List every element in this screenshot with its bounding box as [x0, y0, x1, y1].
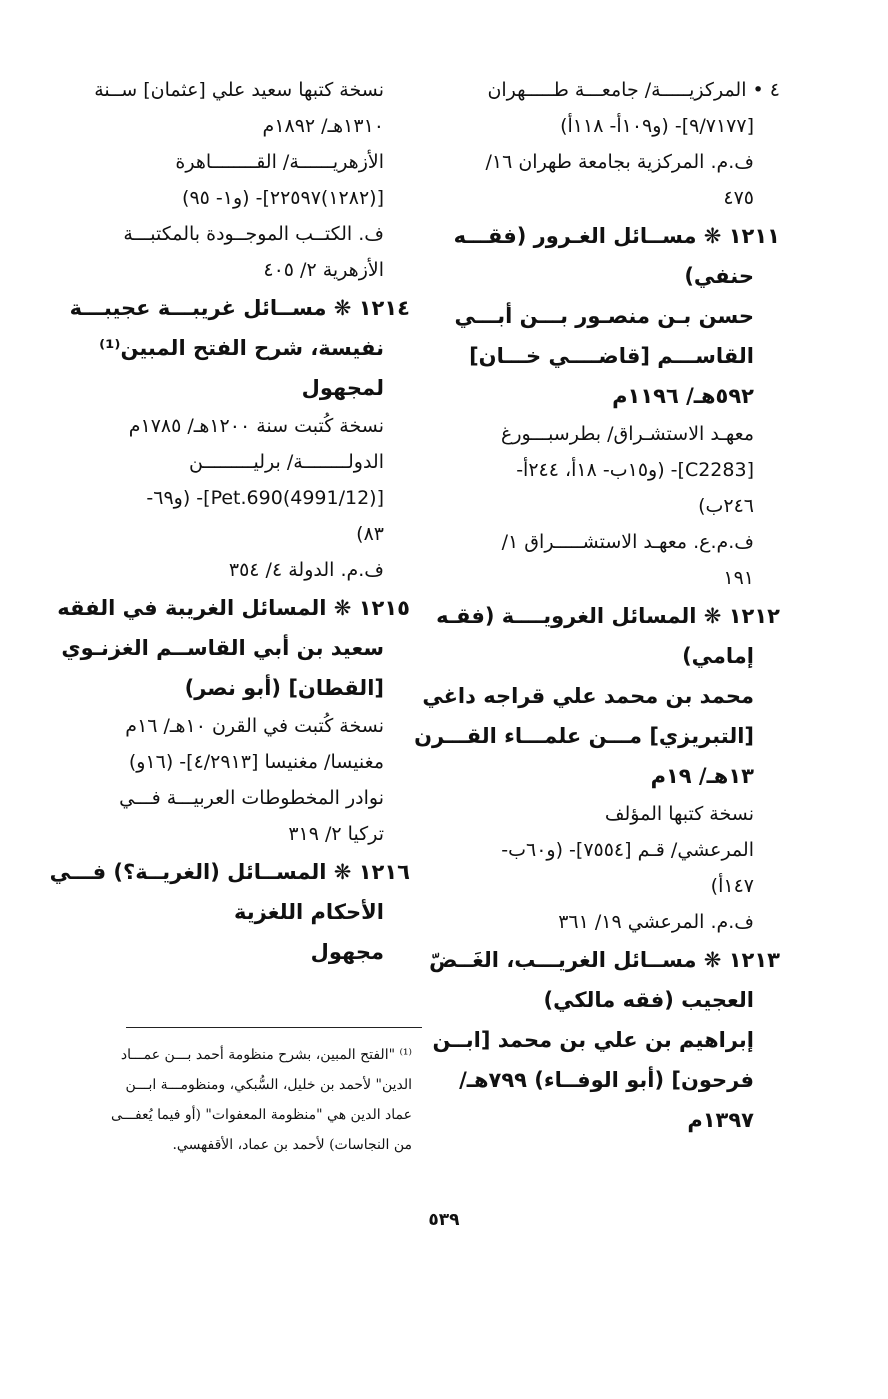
- footnote-line: من النجاسات) لأحمد بن عماد، الأقفهسي.: [172, 1137, 412, 1153]
- entry-text-line: تركيا ٢/ ٣١٩: [288, 823, 384, 845]
- footnote-line: عماد الدين هي "منظومة المعفوات" (أو فيما يُعفـــى: [110, 1107, 412, 1123]
- entry-heading-line: محمد بن محمد علي قراجه داغي: [422, 684, 754, 708]
- footnotes-block: [112, 1040, 412, 1160]
- entry-text-line: ٢٤٦ب): [698, 495, 754, 517]
- entry-heading-line: ١٢١٤ ❋ مســائل غريبـــة عجيبـــة: [69, 296, 410, 320]
- entry-text-line: الدولــــــــة/ برليـــــــــن: [188, 451, 384, 473]
- footnote-line: ⁽¹⁾ "الفتح المبين، بشرح منظومة أحمد بـــن عمـــاد: [120, 1047, 412, 1063]
- entry-heading-line: ٥٩٢هـ/ ١١٩٦م: [612, 384, 754, 408]
- entry-heading-line: فرحون] (أبو الوفــاء) ٧٩٩هـ/: [459, 1068, 754, 1092]
- entry-text-line: ف.م. المركزية بجامعة طهران ١٦/: [485, 151, 754, 173]
- entry-text-line: نوادر المخطوطات العربيـــة فـــي: [119, 787, 384, 809]
- entry-heading-line: [التبريزي] مـــن علمـــاء القـــرن: [414, 724, 754, 748]
- entry-text-line: ٤ • المركزيـــــة/ جامعـــة طـــــهران: [487, 79, 780, 101]
- entry-text-line: [(١٢٨٢)٢٢٥٩٧]- (و١- ٩٥): [182, 187, 384, 209]
- entry-heading-line: سعيد بن أبي القاســم الغزنـوي: [61, 636, 384, 660]
- entry-text-line: [C2283]- (و١٥ب- ١٨أ، ٢٤٤أ-: [516, 459, 754, 481]
- entry-heading-line: القاســـم [قاضــــي خـــان]: [469, 344, 754, 368]
- entry-heading-line: العجيب (فقه مالكي): [543, 988, 754, 1012]
- entry-heading-line: لمجهول: [301, 376, 384, 400]
- entry-heading-line: ١٢١٢ ❋ المسائل الغرويــــة (فقـه: [436, 604, 780, 628]
- entry-heading-line: نفيسة، شرح الفتح المبين⁽¹⁾: [99, 336, 384, 360]
- entry-heading-line: ١٢١١ ❋ مســائل الغـرور (فقـــه: [453, 224, 780, 248]
- entry-text-line: الأزهرية ٢/ ٤٠٥: [263, 259, 384, 281]
- footnote-separator: [126, 1027, 422, 1028]
- entry-heading-line: ١٣هـ/ ١٩م: [650, 764, 754, 788]
- entry-text-line: المرعشي/ قـم [٧٥٥٤]- (و٦٠ب-: [501, 839, 754, 861]
- entry-heading-line: إمامي): [682, 644, 754, 668]
- entry-text-line: نسخة كتبها المؤلف: [604, 803, 754, 825]
- footnote-line: الدين" لأحمد بن خليل، السُّبكي، ومنظومـــة ابـــن: [125, 1077, 412, 1093]
- entry-text-line: ف.م.ع. معهـد الاستشـــــراق ١/: [501, 531, 754, 553]
- entry-text-line: ١٩١: [723, 567, 754, 589]
- entry-text-line: ف.م. المرعشي ١٩/ ٣٦١: [558, 911, 754, 933]
- entry-text-line: ١٤٧أ): [710, 875, 754, 897]
- page-number: ٥٣٩: [428, 1210, 460, 1230]
- entry-heading-line: الأحكام اللغزية: [234, 900, 384, 924]
- entry-heading-line: ١٣٩٧م: [687, 1108, 754, 1132]
- entry-heading-line: ١٢١٦ ❋ المســائل (الغريــة؟) فـــي: [49, 860, 410, 884]
- entry-text-line: ١٣١٠هـ/ ١٨٩٢م: [262, 115, 384, 137]
- entry-heading-line: حنفي): [684, 264, 754, 288]
- entry-heading-line: ١٢١٣ ❋ مســائل الغريـــب، الغَــضّ: [429, 948, 780, 972]
- entry-text-line: [(4991/12)Pet.690]- (و٦٩-: [146, 487, 384, 509]
- entry-text-line: نسخة كُتبت في القرن ١٠هـ/ ١٦م: [125, 715, 384, 737]
- left-column: [49, 72, 410, 972]
- entry-heading-line: ١٢١٥ ❋ المسائل الغريبة في الفقه: [57, 596, 410, 620]
- entry-text-line: ف. الكتــب الموجــودة بالمكتبـــة: [123, 223, 384, 245]
- entry-text-line: معهـد الاستشـراق/ بطرسبـــورغ: [501, 423, 754, 445]
- entry-heading-line: إبراهيم بن علي بن محمد [ابــن: [432, 1028, 754, 1052]
- entry-text-line: نسخة كُتبت سنة ١٢٠٠هـ/ ١٧٨٥م: [128, 415, 384, 437]
- entry-text-line: مغنيسا/ مغنيسا [٤/٢٩١٣]- (١٦و): [128, 751, 384, 773]
- entry-text-line: ٤٧٥: [723, 187, 754, 209]
- entry-text-line: [٩/٧١٧٧]- (و١٠٩أ- ١١٨أ): [560, 115, 754, 137]
- entry-text-line: الأزهريــــــة/ القــــــــاهرة: [175, 151, 384, 173]
- entry-text-line: ٨٣): [356, 523, 384, 545]
- entry-heading-line: حسن بـن منصـور بـــن أبـــي: [454, 304, 754, 328]
- entry-heading-line: [القطان] (أبو نصر): [184, 676, 384, 700]
- entry-heading-line: مجهول: [310, 940, 384, 964]
- entry-text-line: نسخة كتبها سعيد علي [عثمان] ســنة: [94, 79, 384, 101]
- right-column: [414, 72, 780, 1140]
- entry-text-line: ف.م. الدولة ٤/ ٣٥٤: [228, 559, 384, 581]
